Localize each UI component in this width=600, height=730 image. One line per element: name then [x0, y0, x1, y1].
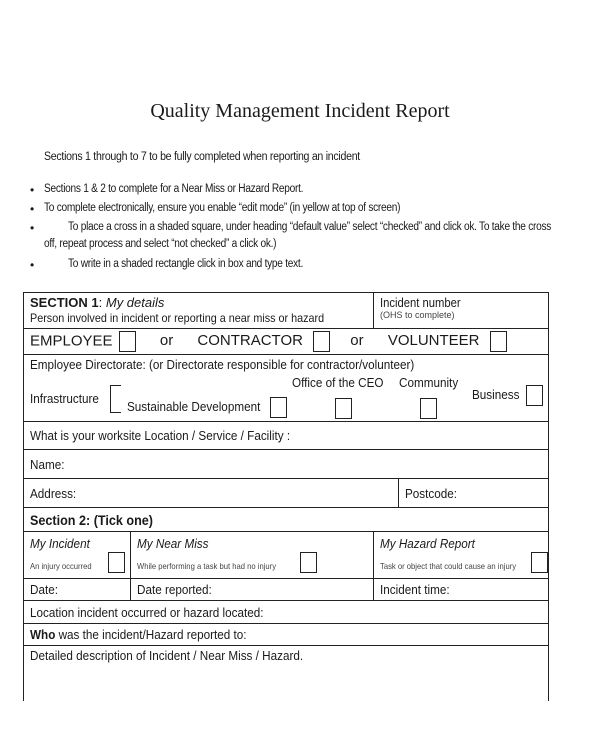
incident-type-row: [24, 532, 549, 579]
worksite-field[interactable]: [24, 422, 549, 450]
dates-row: [24, 579, 549, 601]
worksite-row: [24, 422, 549, 450]
employee-label: EMPLOYEE: [30, 332, 113, 350]
incident-number-field[interactable]: [374, 293, 549, 329]
page-title: Quality Management Incident Report: [150, 100, 450, 122]
my-incident-checkbox[interactable]: [108, 552, 125, 573]
who-row: [24, 624, 549, 646]
instruction-3: To place a cross in a shaded square, under heading “default value” select “checked” and click ok. To take the cross: [68, 221, 552, 233]
directorate-row: [24, 355, 549, 422]
office-ceo-label: Office of the CEO: [292, 375, 384, 390]
volunteer-label: VOLUNTEER: [387, 332, 480, 350]
incident-time-label: Incident time:: [380, 582, 450, 597]
my-incident-label: My Incident: [30, 536, 90, 551]
infrastructure-checkbox[interactable]: [110, 385, 121, 413]
volunteer-checkbox[interactable]: [490, 331, 507, 352]
bullet-dot: •: [30, 221, 35, 235]
incident-time-field[interactable]: [374, 579, 549, 601]
description-label: Detailed description of Incident / Near Miss / Hazard.: [30, 648, 304, 663]
business-checkbox[interactable]: [526, 385, 543, 406]
person-type-row: [24, 329, 549, 355]
date-field[interactable]: [24, 579, 131, 601]
who-label: was the incident/Hazard reported to:: [55, 627, 247, 642]
my-incident-desc: An injury occurred: [30, 561, 92, 571]
section1-subtitle: My details: [105, 295, 165, 310]
location-label: Location incident occurred or hazard located:: [30, 604, 264, 620]
or-label: or: [159, 332, 174, 350]
description-field[interactable]: [24, 646, 549, 701]
near-miss-checkbox[interactable]: [300, 552, 317, 573]
near-miss-label: My Near Miss: [137, 536, 209, 551]
name-label: Name:: [30, 456, 65, 472]
worksite-label: What is your worksite Location / Service / Facility :: [30, 428, 291, 443]
date-reported-field[interactable]: [131, 579, 374, 601]
or-label: or: [350, 332, 364, 350]
office-ceo-checkbox[interactable]: [335, 398, 352, 419]
sustainable-development-label: Sustainable Development: [127, 399, 261, 414]
community-label: Community: [399, 375, 459, 390]
sustainable-development-checkbox[interactable]: [270, 397, 287, 418]
name-field[interactable]: [24, 450, 549, 479]
instruction-4: To write in a shaded rectangle click in box and type text.: [68, 258, 304, 270]
section2-label: Section 2: (Tick one): [30, 511, 154, 528]
hazard-report-desc: Task or object that could cause an injury: [380, 561, 517, 571]
location-field[interactable]: [24, 601, 549, 624]
postcode-label: Postcode:: [405, 485, 458, 501]
bullet-dot: •: [30, 258, 35, 272]
section1-desc: Person involved in incident or reporting a near miss or hazard: [30, 311, 325, 325]
intro-text: Sections 1 through to 7 to be fully completed when reporting an incident: [44, 151, 360, 163]
section1-colon: :: [98, 295, 106, 310]
name-row: [24, 450, 549, 479]
location-row: [24, 601, 549, 624]
section2-row: [24, 508, 549, 532]
incident-form: [23, 292, 549, 701]
postcode-field[interactable]: [399, 479, 549, 508]
who-field[interactable]: [24, 624, 549, 646]
directorate-label: Employee Directorate: (or Directorate responsible for contractor/volunteer): [30, 357, 415, 372]
incident-number-label: Incident number: [380, 296, 461, 310]
bullet-dot: •: [30, 202, 35, 216]
address-row: [24, 479, 549, 508]
hazard-report-label: My Hazard Report: [380, 536, 475, 551]
instruction-3-cont: off, repeat process and select “not checked” a click ok.): [44, 238, 277, 250]
hazard-report-checkbox[interactable]: [531, 552, 548, 573]
section1-row: [24, 293, 549, 329]
contractor-checkbox[interactable]: [313, 331, 330, 352]
incident-number-note: (OHS to complete): [380, 310, 455, 320]
community-checkbox[interactable]: [420, 398, 437, 419]
address-label: Address:: [30, 485, 77, 501]
description-row: [24, 646, 549, 701]
date-label: Date:: [30, 582, 58, 597]
employee-checkbox[interactable]: [119, 331, 136, 352]
section1-label: SECTION 1: [30, 295, 99, 310]
who-bold-label: Who: [30, 627, 56, 642]
address-field[interactable]: [24, 479, 399, 508]
contractor-label: CONTRACTOR: [197, 332, 303, 350]
bullet-dot: •: [30, 183, 35, 197]
infrastructure-label: Infrastructure: [30, 391, 99, 406]
date-reported-label: Date reported:: [137, 582, 212, 597]
business-label: Business: [472, 387, 520, 402]
near-miss-desc: While performing a task but had no injury: [137, 561, 277, 571]
instruction-1: Sections 1 & 2 to complete for a Near Miss or Hazard Report.: [44, 183, 304, 195]
instruction-2: To complete electronically, ensure you enable “edit mode” (in yellow at top of screen): [44, 202, 401, 214]
